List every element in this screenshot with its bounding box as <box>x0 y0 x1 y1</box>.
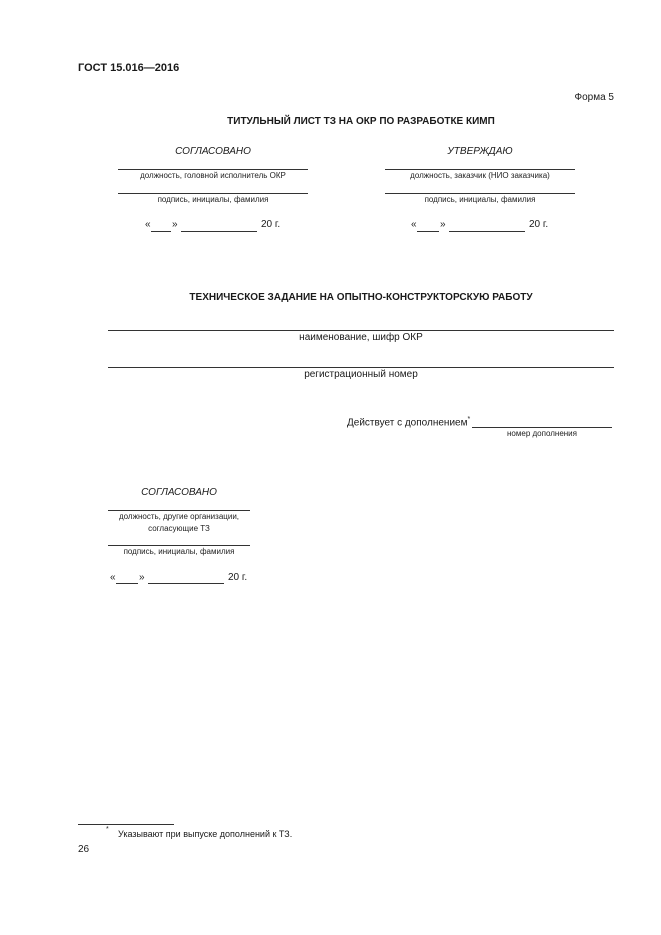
registration-label: регистрационный номер <box>304 369 418 380</box>
right-signature-line <box>385 193 575 194</box>
form-label: Форма 5 <box>574 92 614 103</box>
okr-name-label: наименование, шифр ОКР <box>299 332 423 343</box>
left-signature-line <box>118 193 308 194</box>
left-approval-caption: СОГЛАСОВАНО <box>175 146 251 157</box>
left-position-label: должность, головной исполнитель ОКР <box>140 171 286 180</box>
left-signature-label: подпись, инициалы, фамилия <box>157 195 269 204</box>
standard-designation: ГОСТ 15.016—2016 <box>78 62 180 74</box>
left-position-line <box>118 169 308 170</box>
right-position-label: должность, заказчик (НИО заказчика) <box>410 171 550 180</box>
right-date-day-line <box>417 231 439 232</box>
bottom-date-year: 20 г. <box>228 572 248 583</box>
supplement-number-label: номер дополнения <box>507 429 577 438</box>
footnote-mark: * <box>106 826 109 833</box>
bottom-signature-line <box>108 545 250 546</box>
right-date-month-line <box>449 231 525 232</box>
page-title: ТИТУЛЬНЫЙ ЛИСТ ТЗ НА ОКР ПО РАЗРАБОТКЕ КИМП <box>227 116 495 127</box>
supplement-text-label: Действует с дополнением <box>347 417 468 429</box>
left-date-year: 20 г. <box>261 219 281 230</box>
bottom-date-month-line <box>148 583 224 584</box>
left-date-open-quote: « <box>145 219 151 230</box>
page-number: 26 <box>78 844 90 855</box>
right-date-open-quote: « <box>411 219 417 230</box>
registration-line <box>108 367 614 368</box>
left-date-close-quote: » <box>172 219 178 230</box>
right-approval-caption: УТВЕРЖДАЮ <box>447 146 513 157</box>
left-date-month-line <box>181 231 257 232</box>
footnote-separator <box>78 824 174 825</box>
supplement-number-line <box>472 427 612 428</box>
supplement-footnote-mark: * <box>467 416 471 423</box>
right-signature-label: подпись, инициалы, фамилия <box>424 195 536 204</box>
right-date-year: 20 г. <box>529 219 549 230</box>
right-position-line <box>385 169 575 170</box>
bottom-signature-label: подпись, инициалы, фамилия <box>123 547 235 556</box>
bottom-position-label-2: согласующие ТЗ <box>148 524 210 533</box>
bottom-position-label-1: должность, другие организации, <box>118 512 240 521</box>
okr-name-line <box>108 330 614 331</box>
bottom-date-close-quote: » <box>139 572 145 583</box>
bottom-approval-caption: СОГЛАСОВАНО <box>141 487 217 498</box>
bottom-date-day-line <box>116 583 138 584</box>
bottom-date-open-quote: « <box>110 572 116 583</box>
bottom-position-line <box>108 510 250 511</box>
footnote-text: Указывают при выпуске дополнений к ТЗ. <box>118 829 293 839</box>
left-date-day-line <box>151 231 171 232</box>
main-title: ТЕХНИЧЕСКОЕ ЗАДАНИЕ НА ОПЫТНО-КОНСТРУКТОРСКУЮ РАБОТУ <box>189 292 533 303</box>
supplement-text <box>347 416 470 428</box>
right-date-close-quote: » <box>440 219 446 230</box>
